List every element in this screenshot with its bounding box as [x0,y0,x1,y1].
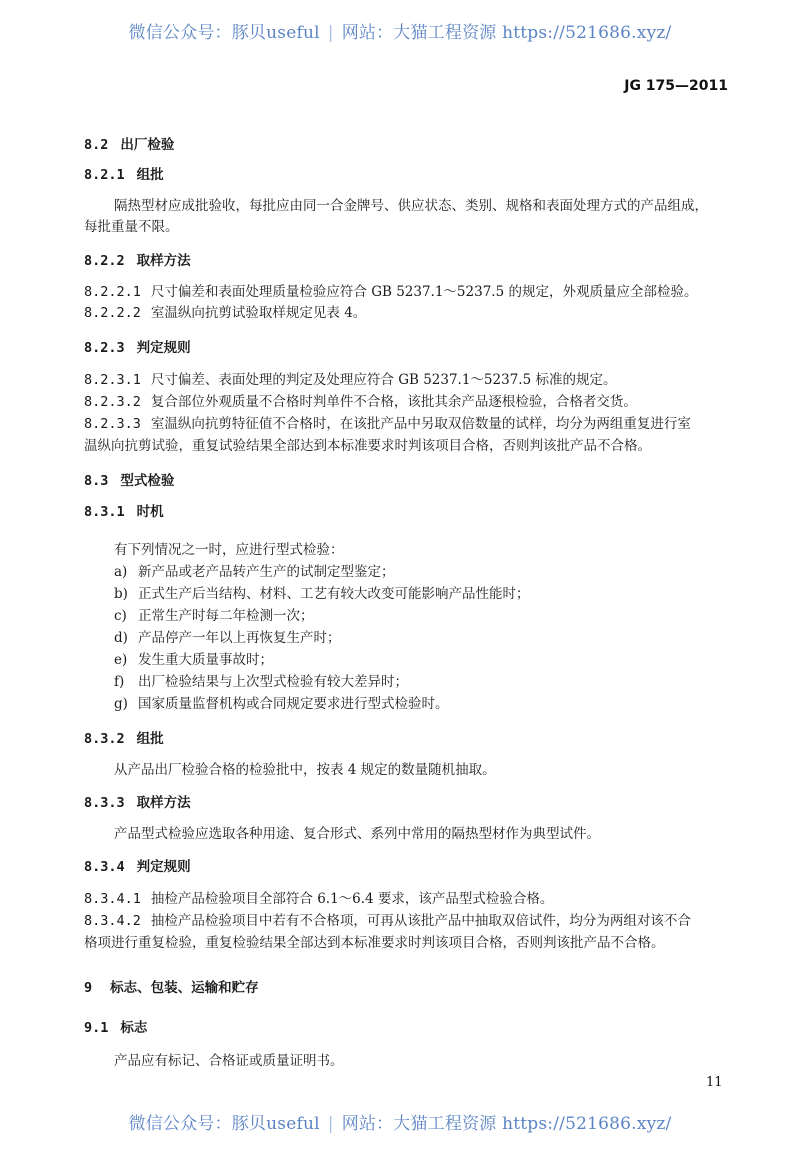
list-marker: d) [114,630,128,646]
paragraph-9-1: 产品应有标记、合格证或质量证明书。 [114,1053,344,1069]
clause-text: 复合部位外观质量不合格时判单件不合格，该批其余产品逐根检验，合格者交货。 [150,394,637,410]
section-number: 8.3.1 [84,504,125,520]
list-text: 正式生产后当结构、材料、工艺有较大改变可能影响产品性能时； [138,586,530,602]
list-marker: b) [114,586,128,602]
clause-text: 抽检产品检验项目中若有不合格项，可再从该批产品中抽取双倍试件，均分为两组对该不合 [150,913,691,929]
section-title: 标志 [120,1020,148,1036]
watermark-website: 网站：大猫工程资源 https://521686.xyz/ [341,1114,672,1134]
section-title: 出厂检验 [120,137,175,153]
clause-8-3-4-2 [84,912,691,930]
list-marker: e) [114,652,128,668]
clause-text: 尺寸偏差和表面处理质量检验应符合 GB 5237.1～5237.5 的规定，外观质量应全部检验。 [150,284,698,300]
section-title: 组批 [136,731,164,747]
list-marker: c) [114,608,127,624]
list-text: 出厂检验结果与上次型式检验有较大差异时； [138,674,408,690]
section-title: 标志、包装、运输和贮存 [110,980,259,996]
clause-text: 室温纵向抗剪特征值不合格时，在该批产品中另取双倍数量的试样，均分为两组重复进行室 [150,416,691,432]
section-heading-8-3 [84,472,174,490]
watermark-separator: | [327,1114,334,1134]
clause-number: 8.3.4.1 [84,891,141,907]
list-item-a [114,563,395,581]
list-text: 正常生产时每二年检测一次； [138,608,314,624]
clause-text: 室温纵向抗剪试验取样规定见表 4。 [150,305,367,321]
section-number: 8.3.3 [84,795,125,811]
section-number: 8.2.3 [84,340,125,356]
clause-text: 抽检产品检验项目全部符合 6.1～6.4 要求，该产品型式检验合格。 [150,891,554,907]
paragraph-8-3-3: 产品型式检验应选取各种用途、复合形式、系列中常用的隔热型材作为典型试件。 [114,826,600,842]
clause-8-2-3-3-continuation: 温纵向抗剪试验，重复试验结果全部达到本标准要求时判该项目合格，否则判该批产品不合格。 [84,438,651,454]
section-title: 取样方法 [136,795,191,811]
list-marker: f) [114,674,125,690]
clause-8-2-2-2 [84,304,366,322]
section-heading-8-2-3 [84,339,191,357]
section-number: 8.2.1 [84,167,125,183]
section-number: 9.1 [84,1020,109,1036]
watermark-separator: | [327,23,334,43]
section-title: 取样方法 [136,253,191,269]
section-title: 判定规则 [136,859,191,875]
section-number: 8.3 [84,473,109,489]
section-heading-8-3-2 [84,730,164,748]
section-heading-8-3-4 [84,858,191,876]
section-title: 判定规则 [136,340,191,356]
section-heading-8-2-2 [84,252,191,270]
list-item-c [114,607,314,625]
watermark-website: 网站：大猫工程资源 https://521686.xyz/ [341,23,672,43]
page-number: 11 [706,1075,723,1090]
clause-number: 8.3.4.2 [84,913,141,929]
clause-8-3-4-2-continuation: 格项进行重复检验，重复检验结果全部达到本标准要求时判该项目合格，否则判该批产品不合格。 [84,935,665,951]
paragraph-8-2-1-line1: 隔热型材应成批验收，每批应由同一合金牌号、供应状态、类别、规格和表面处理方式的产品组成， [114,198,708,214]
clause-number: 8.2.2.1 [84,284,141,300]
watermark-wechat: 微信公众号：豚贝useful [128,1114,320,1134]
clause-number: 8.2.3.1 [84,372,141,388]
section-heading-8-2-1 [84,166,164,184]
section-title: 组批 [136,167,164,183]
section-heading-8-2 [84,136,174,154]
paragraph-8-2-1-line2: 每批重量不限。 [84,219,179,235]
watermark-top [0,18,800,43]
clause-8-2-3-2 [84,393,637,411]
list-text: 国家质量监督机构或合同规定要求进行型式检验时。 [138,696,449,712]
list-item-d [114,629,341,647]
clause-8-2-2-1 [84,283,697,301]
section-title: 时机 [136,504,164,520]
section-number: 9 [84,980,93,996]
section-heading-8-3-3 [84,794,191,812]
watermark-bottom [0,1109,800,1134]
section-number: 8.2.2 [84,253,125,269]
list-marker: a) [114,564,128,580]
watermark-wechat: 微信公众号：豚贝useful [128,23,320,43]
section-number: 8.2 [84,137,109,153]
list-item-g [114,695,449,713]
list-item-e [114,651,273,669]
clause-number: 8.2.2.2 [84,305,141,321]
list-text: 新产品或老产品转产生产的试制定型鉴定； [138,564,395,580]
list-text: 产品停产一年以上再恢复生产时； [138,630,341,646]
list-item-b [114,585,530,603]
section-heading-9-1 [84,1019,147,1037]
standard-code: JG 175—2011 [624,78,728,94]
section-heading-8-3-1 [84,503,164,521]
list-item-f [114,673,408,691]
clause-8-2-3-1 [84,371,616,389]
clause-8-2-3-3 [84,415,691,433]
list-marker: g) [114,696,128,712]
paragraph-8-3-2: 从产品出厂检验合格的检验批中，按表 4 规定的数量随机抽取。 [114,762,496,778]
clause-8-3-4-1 [84,890,553,908]
clause-text: 尺寸偏差、表面处理的判定及处理应符合 GB 5237.1～5237.5 标准的规定。 [150,372,617,388]
clause-number: 8.2.3.2 [84,394,141,410]
section-heading-9 [84,979,259,997]
list-text: 发生重大质量事故时； [138,652,273,668]
section-number: 8.3.4 [84,859,125,875]
paragraph-8-3-1-intro: 有下列情况之一时，应进行型式检验： [114,542,344,558]
clause-number: 8.2.3.3 [84,416,141,432]
section-title: 型式检验 [120,473,175,489]
section-number: 8.3.2 [84,731,125,747]
